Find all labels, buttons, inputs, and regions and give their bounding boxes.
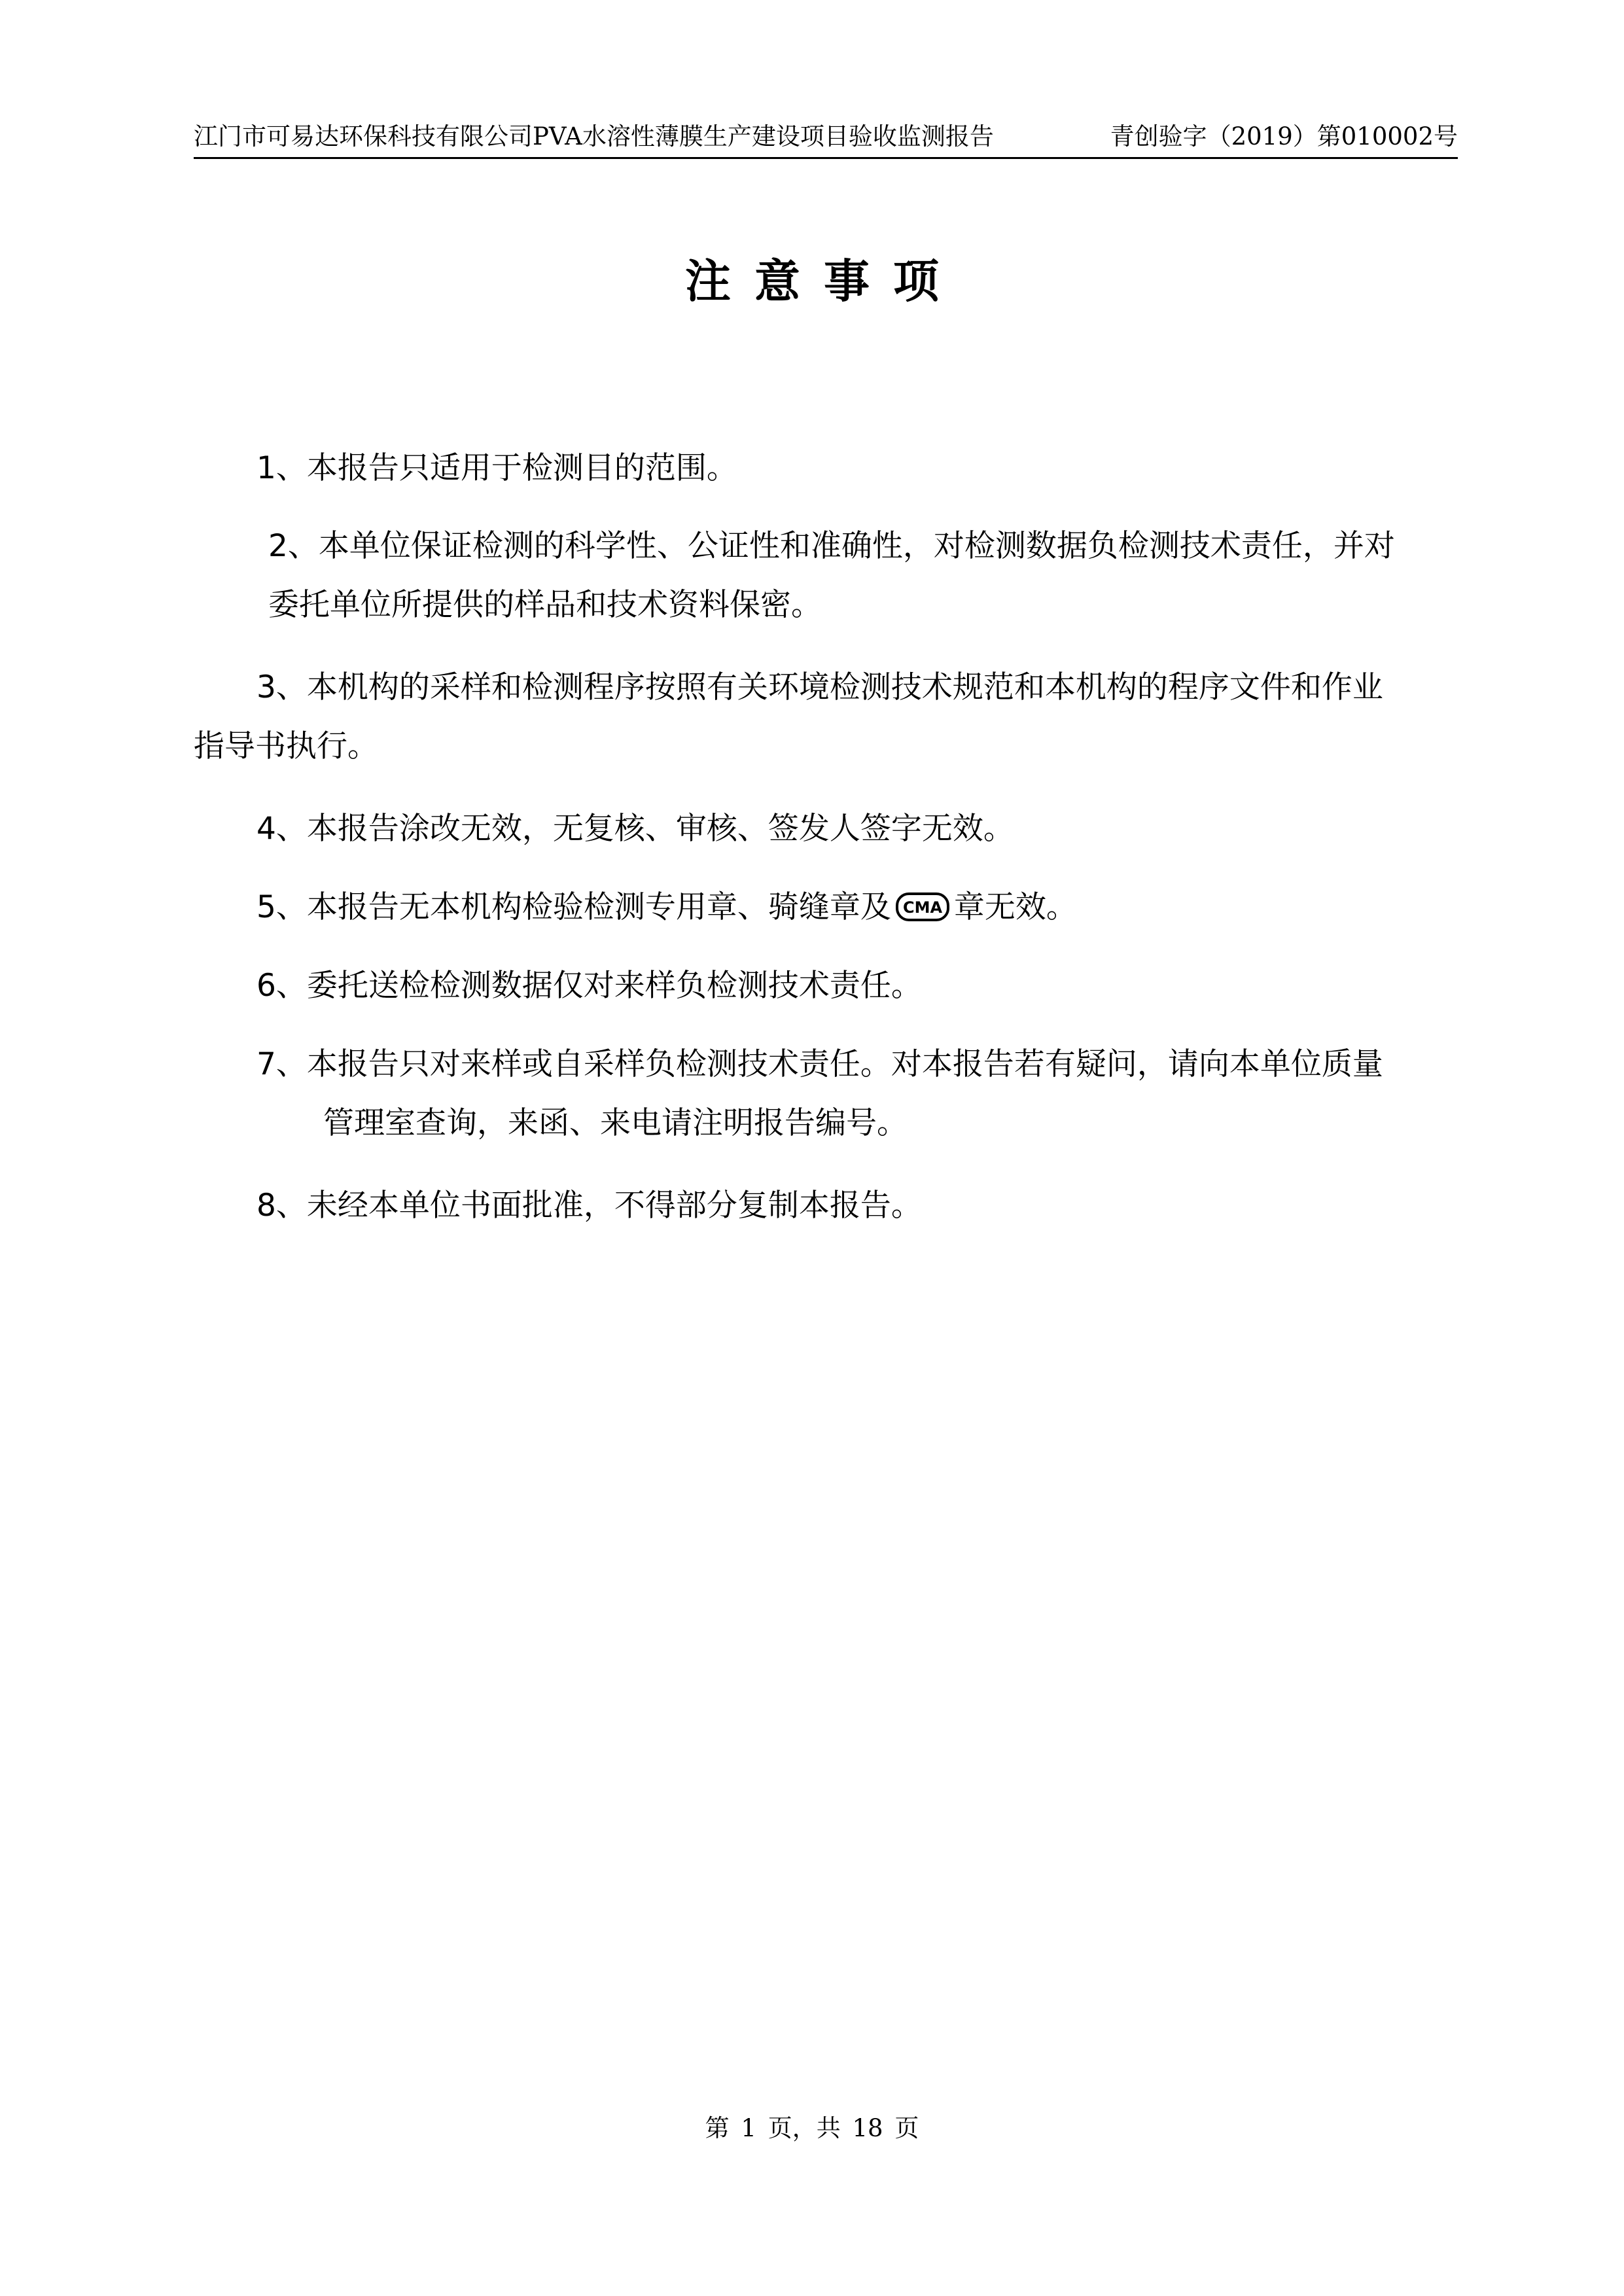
- note-5-text-before: 5、本报告无本机构检验检测专用章、骑缝章及: [256, 889, 891, 925]
- page-footer: 第 1 页，共 18 页: [705, 2114, 919, 2142]
- note-3-line-2: 指导书执行。: [194, 728, 378, 764]
- note-7-line-2: 管理室查询，来函、来电请注明报告编号。: [323, 1105, 908, 1141]
- note-7-line-1: 7、本报告只对来样或自采样负检测技术责任。对本报告若有疑问，请向本单位质量: [256, 1046, 1383, 1082]
- page-header: [194, 116, 1458, 159]
- note-2-line-2: 委托单位所提供的样品和技术资料保密。: [268, 587, 822, 623]
- cma-stamp-text: CMA: [902, 898, 942, 917]
- note-1: 1、本报告只适用于检测目的范围。: [256, 450, 737, 486]
- note-2-line-1: 2、本单位保证检测的科学性、公证性和准确性，对检测数据负检测技术责任，并对: [268, 528, 1395, 564]
- report-number: 青创验字（2019）第010002号: [1110, 122, 1458, 150]
- note-6: 6、委托送检检测数据仅对来样负检测技术责任。: [256, 968, 922, 1004]
- note-3-line-1: 3、本机构的采样和检测程序按照有关环境检测技术规范和本机构的程序文件和作业: [256, 669, 1383, 705]
- cma-stamp-icon: [895, 891, 950, 923]
- note-8: 8、未经本单位书面批准，不得部分复制本报告。: [256, 1188, 922, 1224]
- note-5-text-after: 章无效。: [953, 889, 1077, 925]
- report-project-title: 江门市可易达环保科技有限公司PVA水溶性薄膜生产建设项目验收监测报告: [194, 122, 994, 150]
- note-5: [256, 886, 1077, 929]
- note-4: 4、本报告涂改无效，无复核、审核、签发人签字无效。: [256, 811, 1014, 847]
- page-title: 注意事项: [685, 255, 962, 308]
